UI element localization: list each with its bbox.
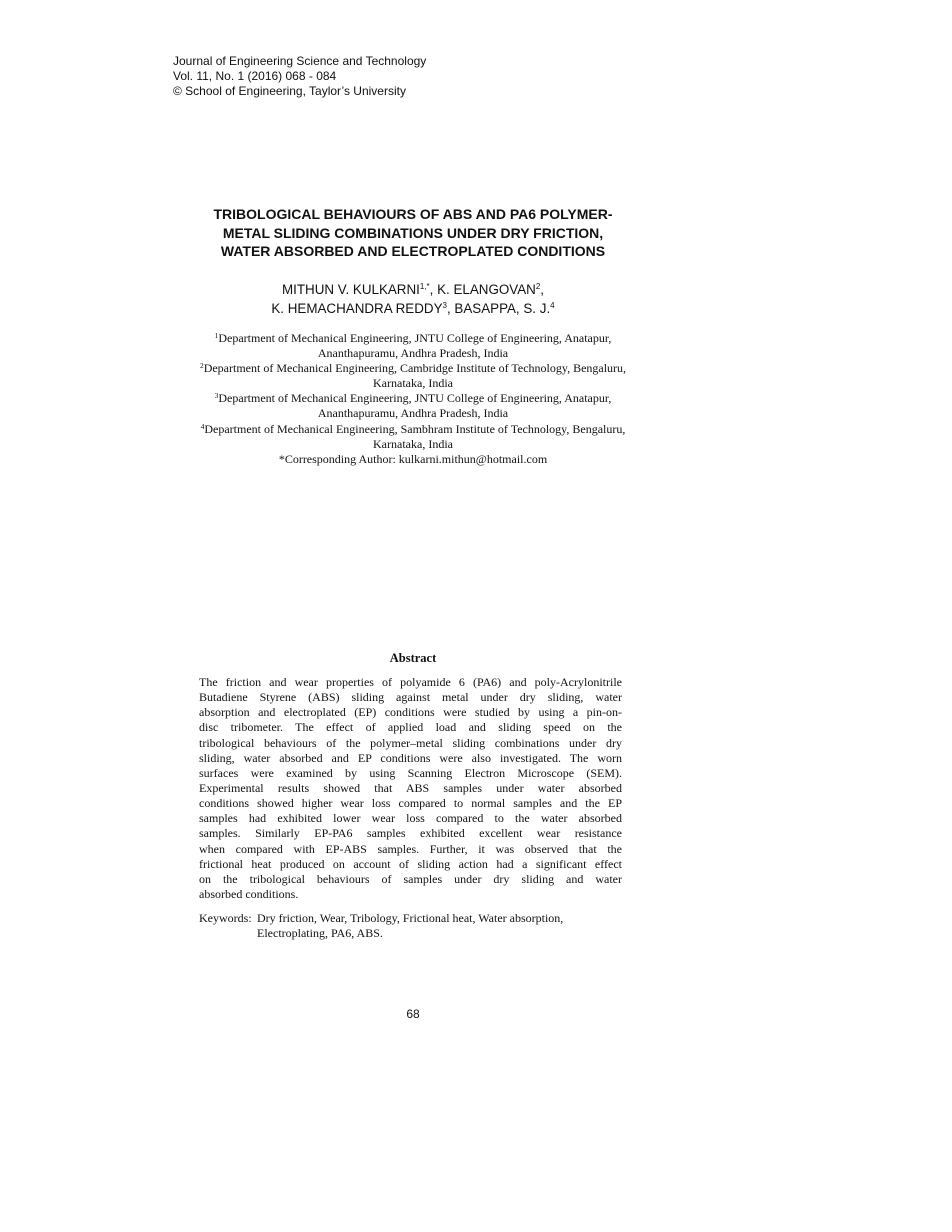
abstract-line: sliding, water absorbed and EP conditions were also investigated. The worn [199, 750, 622, 765]
author-list [170, 281, 656, 318]
affiliation-2-line-2: Karnataka, India [373, 376, 453, 391]
journal-copyright: © School of Engineering, Taylor’s University [173, 84, 406, 98]
abstract-line: surfaces were examined by using Scanning Electron Microscope (SEM). [199, 765, 622, 780]
keywords-line-2: Electroplating, PA6, ABS. [257, 926, 383, 941]
title-line-1: TRIBOLOGICAL BEHAVIOURS OF ABS AND PA6 POLYMER- [213, 206, 613, 222]
author-3-affiliation-mark: 3 [442, 300, 447, 310]
affiliation-2-text: Department of Mechanical Engineering, Cambridge Institute of Technology, Bengaluru, [203, 361, 627, 376]
title-line-3: WATER ABSORBED AND ELECTROPLATED CONDITIONS [220, 243, 606, 259]
affiliation-3-text: Department of Mechanical Engineering, JNTU College of Engineering, Anatapur, [218, 391, 612, 406]
keywords-row [199, 911, 622, 926]
affiliation-3-line-2: Ananthapuramu, Andhra Pradesh, India [317, 406, 509, 421]
affiliation-4-text: Department of Mechanical Engineering, Sambhram Institute of Technology, Bengaluru, [204, 421, 626, 436]
author-line-1 [170, 281, 656, 300]
affiliation-3-line-1 [150, 391, 676, 406]
affiliation-2-line-1 [150, 361, 676, 376]
abstract-line: tribological behaviours of the polymer–metal sliding combinations under dry [199, 735, 622, 750]
affiliation-1-line-2: Ananthapuramu, Andhra Pradesh, India [317, 346, 509, 361]
page-number: 68 [406, 1007, 420, 1021]
paper-title [170, 205, 656, 261]
title-line-2: METAL SLIDING COMBINATIONS UNDER DRY FRICTION, [222, 224, 604, 241]
affiliations [150, 331, 676, 467]
affiliation-1-line-1 [150, 331, 676, 346]
abstract-line: frictional heat produced on account of sliding action had a significant effect [199, 856, 622, 871]
author-3-name: K. HEMACHANDRA REDDY [271, 300, 443, 316]
affiliation-1-text: Department of Mechanical Engineering, JNTU College of Engineering, Anatapur, [218, 331, 612, 345]
corresponding-author: *Corresponding Author: kulkarni.mithun@hotmail.com [278, 451, 548, 466]
author-4-name: , BASAPPA, S. J. [446, 300, 551, 316]
abstract-line: conditions showed higher wear loss compared to normal samples and the EP [199, 796, 622, 811]
journal-volume: Vol. 11, No. 1 (2016) 068 - 084 [173, 69, 337, 83]
affiliation-4-line-2: Karnataka, India [373, 436, 453, 451]
abstract-line: Butadiene Styrene (ABS) sliding against metal under dry sliding, water [199, 690, 622, 705]
author-2-affiliation-mark: 2 [535, 282, 541, 291]
abstract-line: Experimental results showed that ABS samples under water absorbed [199, 780, 622, 795]
author-1-name: MITHUN V. KULKARNI [281, 282, 420, 297]
abstract-line: samples. Similarly EP-PA6 samples exhibited excellent wear resistance [199, 826, 622, 841]
author-2-name: , K. ELANGOVAN [429, 282, 536, 297]
author-line-2 [170, 300, 656, 319]
abstract-heading: Abstract [389, 651, 437, 665]
author-separator: , [540, 282, 545, 297]
abstract-line: The friction and wear properties of polyamide 6 (PA6) and poly-Acrylonitrile [199, 675, 622, 689]
journal-header [173, 54, 426, 99]
abstract-line: on the tribological behaviours of samples under dry sliding and water [199, 871, 622, 886]
keywords [199, 911, 622, 941]
affiliation-4-mark: 4 [200, 421, 205, 431]
affiliation-3-mark: 3 [214, 391, 219, 401]
abstract-body [199, 675, 622, 902]
abstract-line: absorption and electroplated (EP) conditions were studied by using a pin-on- [199, 705, 622, 720]
abstract-line: samples had exhibited lower wear loss compared to the water absorbed [199, 811, 622, 826]
affiliation-1-mark: 1 [214, 331, 219, 340]
author-1-affiliation-mark: 1,* [419, 282, 430, 291]
journal-name: Journal of Engineering Science and Technology [173, 54, 427, 68]
abstract-line: absorbed conditions. [199, 886, 299, 901]
keywords-label: Keywords: [199, 911, 252, 925]
abstract-line: when compared with EP-ABS samples. Further, it was observed that the [199, 841, 622, 856]
affiliation-2-mark: 2 [199, 361, 204, 371]
abstract-line: disc tribometer. The effect of applied load and sliding speed on the [199, 720, 622, 735]
keywords-line-1: Dry friction, Wear, Tribology, Frictional heat, Water absorption, [257, 911, 564, 925]
author-4-affiliation-mark: 4 [550, 300, 555, 310]
affiliation-4-line-1 [150, 422, 676, 437]
